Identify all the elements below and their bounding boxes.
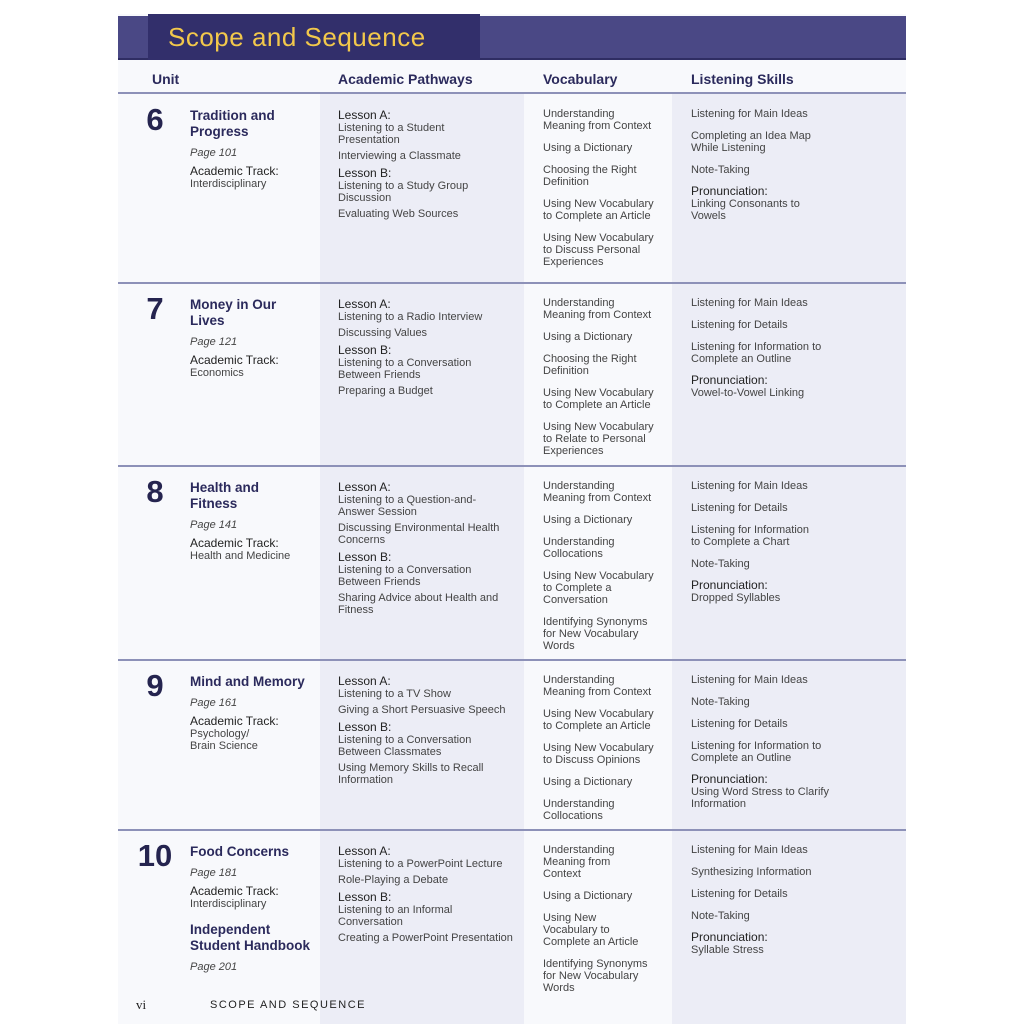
pathway-item [338, 874, 528, 886]
unit-info [190, 297, 318, 379]
pathway-item-line: Answer Session [338, 506, 417, 518]
lesson-b-label: Lesson B: [338, 890, 392, 904]
pronunciation-line: Vowel-to-Vowel Linking [691, 387, 805, 399]
pronunciation-line: Syllable Stress [691, 944, 764, 956]
unit-page: Page 121 [190, 336, 238, 348]
vocabulary-cell [543, 297, 668, 467]
vocabulary-item [543, 164, 668, 188]
unit-number: 8 [146, 474, 164, 509]
vocabulary-item-line: Using New Vocabulary [543, 387, 654, 399]
header-listening: Listening Skills [691, 71, 794, 87]
listening-item-line: While Listening [691, 142, 766, 154]
vocabulary-item-line: Using a Dictionary [543, 331, 633, 343]
vocabulary-item [543, 958, 668, 994]
pronunciation-value [691, 592, 841, 604]
vocabulary-item-line: Meaning from Context [543, 492, 652, 504]
pathway-item [338, 208, 528, 220]
listening-item [691, 524, 841, 548]
pathway-item [338, 564, 528, 588]
listening-item-line: Listening for Information to [691, 740, 822, 752]
vocabulary-item [543, 912, 668, 948]
unit-number: 6 [146, 102, 164, 137]
vocabulary-item-line: Understanding [543, 480, 615, 492]
vocabulary-item [543, 616, 668, 652]
vocabulary-item [543, 776, 668, 788]
handbook-title [190, 922, 318, 954]
academic-track-value: Interdisciplinary [190, 178, 267, 190]
handbook-title-line: Independent [190, 922, 271, 937]
pathway-item [338, 932, 528, 944]
pathway-item-line: Listening to a Conversation [338, 357, 472, 369]
vocabulary-item [543, 142, 668, 154]
vocabulary-item-line: Vocabulary to [543, 924, 610, 936]
unit-number: 7 [146, 291, 164, 326]
listening-item [691, 696, 841, 708]
academic-track-label: Academic Track: [190, 164, 279, 178]
listening-item [691, 558, 841, 570]
academic-track-label: Academic Track: [190, 353, 279, 367]
row-divider [118, 282, 906, 284]
academic-track-value: Economics [190, 367, 244, 379]
vocabulary-item [543, 536, 668, 560]
lesson-a-label: Lesson A: [338, 108, 391, 122]
vocabulary-item-line: Meaning from Context [543, 309, 652, 321]
vocabulary-item [543, 674, 668, 698]
pathway-item [338, 688, 528, 700]
vocabulary-item-line: Collocations [543, 548, 603, 560]
pathway-item-line: Listening to a TV Show [338, 688, 451, 700]
pathway-item [338, 522, 528, 546]
vocabulary-item [543, 708, 668, 732]
unit-number: 10 [137, 838, 173, 873]
pathway-item [338, 357, 528, 381]
listening-item [691, 674, 841, 686]
pathway-item-line: Role-Playing a Debate [338, 874, 449, 886]
vocabulary-item [543, 198, 668, 222]
listening-item [691, 130, 841, 154]
pathway-item-line: Sharing Advice about Health and [338, 592, 499, 604]
vocabulary-item-line: Using New Vocabulary [543, 198, 654, 210]
listening-item-line: Note-Taking [691, 910, 750, 922]
pathway-item-line: Creating a PowerPoint Presentation [338, 932, 513, 944]
pathway-item [338, 311, 528, 323]
vocabulary-item-line: to Complete an Article [543, 210, 651, 222]
vocabulary-item-line: Choosing the Right [543, 353, 637, 365]
vocabulary-item-line: Definition [543, 176, 589, 188]
row-divider [118, 829, 906, 831]
vocabulary-item-line: Complete an Article [543, 936, 639, 948]
vocabulary-item [543, 844, 668, 880]
pathway-item-line: Fitness [338, 604, 374, 616]
pathway-item-line: Presentation [338, 134, 400, 146]
row-divider [118, 659, 906, 661]
vocabulary-item-line: Understanding [543, 798, 615, 810]
academic-track-value: Brain Science [190, 740, 258, 752]
vocabulary-item-line: Identifying Synonyms [543, 616, 648, 628]
vocabulary-item [543, 331, 668, 343]
vocabulary-item-line: to Complete a [543, 582, 612, 594]
pathway-item-line: Between Friends [338, 369, 421, 381]
vocabulary-item-line: to Discuss Opinions [543, 754, 641, 766]
pathway-item-line: Listening to a Conversation [338, 564, 472, 576]
vocabulary-item-line: Meaning from Context [543, 686, 652, 698]
vocabulary-item-line: to Relate to Personal [543, 433, 646, 445]
vocabulary-item [543, 297, 668, 321]
pronunciation-label: Pronunciation: [691, 772, 768, 786]
listening-item [691, 718, 841, 730]
vocabulary-item-line: Using New Vocabulary [543, 570, 654, 582]
pathways-cell [338, 674, 528, 790]
pathway-item [338, 327, 528, 339]
unit-info [190, 480, 318, 562]
pronunciation-line: Dropped Syllables [691, 592, 781, 604]
pronunciation-value [691, 387, 841, 399]
pronunciation-label: Pronunciation: [691, 373, 768, 387]
vocabulary-item-line: Experiences [543, 256, 604, 268]
pronunciation-value [691, 786, 841, 810]
unit-title: Mind and Memory [190, 674, 305, 689]
vocabulary-item-line: Using New Vocabulary [543, 708, 654, 720]
listening-cell [691, 297, 841, 409]
vocabulary-item-line: Using a Dictionary [543, 142, 633, 154]
pathway-item-line: Information [338, 774, 394, 786]
vocabulary-item-line: Meaning from Context [543, 120, 652, 132]
vocabulary-item-line: Words [543, 640, 575, 652]
listening-cell [691, 674, 841, 820]
vocabulary-item [543, 890, 668, 902]
lesson-b-label: Lesson B: [338, 720, 392, 734]
unit-title: Food Concerns [190, 844, 290, 859]
unit-page: Page 161 [190, 697, 238, 709]
pathway-item-line: Preparing a Budget [338, 385, 433, 397]
vocabulary-item-line: for New Vocabulary [543, 970, 639, 982]
vocabulary-item-line: to Complete an Article [543, 720, 651, 732]
listening-item-line: Synthesizing Information [691, 866, 812, 878]
unit-page: Page 141 [190, 519, 238, 531]
pathway-item [338, 858, 528, 870]
pronunciation-label: Pronunciation: [691, 184, 768, 198]
vocabulary-cell [543, 674, 668, 832]
pathway-item-line: Listening to an Informal [338, 904, 453, 916]
listening-item-line: Listening for Details [691, 502, 788, 514]
unit-title: Health and [190, 480, 260, 495]
listening-item-line: Listening for Details [691, 319, 788, 331]
pathway-item-line: Giving a Short Persuasive Speech [338, 704, 506, 716]
vocabulary-item [543, 798, 668, 822]
pronunciation-value [691, 944, 841, 956]
vocabulary-item [543, 387, 668, 411]
listening-item-line: Listening for Main Ideas [691, 844, 808, 856]
unit-title: Fitness [190, 496, 238, 511]
page-title: Scope and Sequence [168, 22, 426, 52]
lesson-b-label: Lesson B: [338, 343, 392, 357]
listening-item-line: Listening for Details [691, 718, 788, 730]
vocabulary-item-line: Using New [543, 912, 597, 924]
pathway-item [338, 150, 528, 162]
academic-track-value: Psychology/ [190, 728, 250, 740]
vocabulary-item-line: to Discuss Personal [543, 244, 641, 256]
handbook-title-line: Student Handbook [190, 938, 310, 953]
pathway-item-line: Listening to a Conversation [338, 734, 472, 746]
lesson-a-label: Lesson A: [338, 844, 391, 858]
listening-item-line: Listening for Details [691, 888, 788, 900]
vocabulary-item-line: Definition [543, 365, 589, 377]
vocabulary-item [543, 108, 668, 132]
lesson-b-label: Lesson B: [338, 550, 392, 564]
listening-item [691, 319, 841, 331]
listening-item-line: Note-Taking [691, 164, 750, 176]
unit-info [190, 844, 318, 974]
unit-title: Progress [190, 124, 249, 139]
listening-item-line: Completing an Idea Map [691, 130, 811, 142]
vocabulary-item-line: Choosing the Right [543, 164, 637, 176]
vocabulary-item [543, 480, 668, 504]
pathway-item [338, 704, 528, 716]
listening-item-line: Listening for Main Ideas [691, 480, 808, 492]
listening-item [691, 740, 841, 764]
listening-cell [691, 108, 841, 232]
unit-info [190, 674, 318, 752]
pathway-item-line: Listening to a Study Group [338, 180, 469, 192]
pronunciation-line: Using Word Stress to Clarify [691, 786, 829, 798]
pathway-item [338, 494, 528, 518]
pathway-item [338, 122, 528, 146]
listening-item [691, 866, 841, 878]
lesson-a-label: Lesson A: [338, 297, 391, 311]
pronunciation-label: Pronunciation: [691, 930, 768, 944]
pathway-item-line: Concerns [338, 534, 386, 546]
lesson-a-label: Lesson A: [338, 674, 391, 688]
vocabulary-item-line: Understanding [543, 674, 615, 686]
vocabulary-item-line: Understanding [543, 108, 615, 120]
listening-item-line: Listening for Main Ideas [691, 108, 808, 120]
header-rule [118, 92, 906, 94]
page-sheet [118, 14, 906, 1024]
listening-item [691, 844, 841, 856]
pathway-item-line: Listening to a Question-and- [338, 494, 477, 506]
pathway-item-line: Between Classmates [338, 746, 442, 758]
unit-info [190, 108, 318, 190]
vocabulary-item [543, 570, 668, 606]
listening-item-line: Listening for Information [691, 524, 810, 536]
pathway-item-line: Listening to a Student [338, 122, 445, 134]
listening-cell [691, 480, 841, 614]
vocabulary-item-line: Collocations [543, 810, 603, 822]
listening-item-line: to Complete a Chart [691, 536, 790, 548]
pathway-item-line: Between Friends [338, 576, 421, 588]
vocabulary-item-line: Using New Vocabulary [543, 742, 654, 754]
pronunciation-line: Vowels [691, 210, 726, 222]
pathways-cell [338, 108, 528, 224]
listening-item [691, 108, 841, 120]
pathway-item-line: Listening to a PowerPoint Lecture [338, 858, 503, 870]
vocabulary-item-line: Using a Dictionary [543, 776, 633, 788]
pathways-cell [338, 297, 528, 401]
listening-item [691, 480, 841, 492]
vocabulary-item [543, 514, 668, 526]
listening-item-line: Complete an Outline [691, 353, 792, 365]
pathway-item [338, 762, 528, 786]
academic-track-label: Academic Track: [190, 884, 279, 898]
vocabulary-item-line: for New Vocabulary [543, 628, 639, 640]
pathway-item-line: Discussing Environmental Health [338, 522, 500, 534]
footer-page-number: vi [136, 997, 147, 1012]
pathway-item-line: Discussion [338, 192, 392, 204]
vocabulary-cell [543, 108, 668, 278]
pathway-item-line: Discussing Values [338, 327, 428, 339]
vocabulary-item-line: Understanding [543, 297, 615, 309]
vocabulary-item-line: Experiences [543, 445, 604, 457]
vocabulary-item-line: to Complete an Article [543, 399, 651, 411]
listening-item [691, 297, 841, 309]
listening-item [691, 502, 841, 514]
unit-page: Page 181 [190, 867, 238, 879]
vocabulary-item-line: Using New Vocabulary [543, 232, 654, 244]
handbook-page: Page 201 [190, 961, 238, 973]
lesson-a-label: Lesson A: [338, 480, 391, 494]
listening-item-line: Listening for Information to [691, 341, 822, 353]
vocabulary-item-line: Meaning from [543, 856, 611, 868]
vocabulary-item [543, 353, 668, 377]
vocabulary-cell [543, 844, 668, 1004]
listening-item [691, 910, 841, 922]
vocabulary-item-line: Understanding [543, 844, 615, 856]
vocabulary-item-line: Context [543, 868, 581, 880]
listening-item [691, 341, 841, 365]
header-pathways: Academic Pathways [338, 71, 473, 87]
pronunciation-value [691, 198, 841, 222]
listening-item [691, 164, 841, 176]
header-vocabulary: Vocabulary [543, 71, 618, 87]
vocabulary-item [543, 421, 668, 457]
vocabulary-item-line: Identifying Synonyms [543, 958, 648, 970]
pronunciation-line: Information [691, 798, 747, 810]
listening-item-line: Listening for Main Ideas [691, 674, 808, 686]
pronunciation-line: Linking Consonants to [691, 198, 800, 210]
footer-running-title: SCOPE AND SEQUENCE [210, 999, 366, 1011]
listening-item-line: Listening for Main Ideas [691, 297, 808, 309]
academic-track-label: Academic Track: [190, 714, 279, 728]
pathway-item-line: Listening to a Radio Interview [338, 311, 483, 323]
unit-title: Lives [190, 313, 225, 328]
vocabulary-item-line: Words [543, 982, 575, 994]
pathways-cell [338, 844, 528, 948]
vocabulary-item-line: Using a Dictionary [543, 514, 633, 526]
lesson-b-label: Lesson B: [338, 166, 392, 180]
listening-item-line: Complete an Outline [691, 752, 792, 764]
academic-track-value: Health and Medicine [190, 550, 291, 562]
unit-title: Money in Our [190, 297, 277, 312]
pathway-item-line: Evaluating Web Sources [338, 208, 459, 220]
vocabulary-item-line: Understanding [543, 536, 615, 548]
unit-number: 9 [146, 668, 164, 703]
pathway-item [338, 180, 528, 204]
pathways-cell [338, 480, 528, 620]
pathway-item-line: Using Memory Skills to Recall [338, 762, 484, 774]
header-unit: Unit [152, 71, 180, 87]
listening-item [691, 888, 841, 900]
vocabulary-item-line: Using New Vocabulary [543, 421, 654, 433]
unit-title: Tradition and [190, 108, 275, 123]
pathway-item-line: Conversation [338, 916, 403, 928]
listening-item-line: Note-Taking [691, 558, 750, 570]
vocabulary-cell [543, 480, 668, 662]
academic-track-value: Interdisciplinary [190, 898, 267, 910]
pathway-item [338, 385, 528, 397]
vocabulary-item [543, 232, 668, 268]
pathway-item [338, 734, 528, 758]
pathway-item [338, 592, 528, 616]
listening-item-line: Note-Taking [691, 696, 750, 708]
vocabulary-item-line: Conversation [543, 594, 608, 606]
row-divider [118, 465, 906, 467]
vocabulary-item-line: Using a Dictionary [543, 890, 633, 902]
academic-track-label: Academic Track: [190, 536, 279, 550]
listening-cell [691, 844, 841, 966]
vocabulary-item [543, 742, 668, 766]
unit-page: Page 101 [190, 147, 238, 159]
pronunciation-label: Pronunciation: [691, 578, 768, 592]
pathway-item-line: Interviewing a Classmate [338, 150, 461, 162]
pathway-item [338, 904, 528, 928]
